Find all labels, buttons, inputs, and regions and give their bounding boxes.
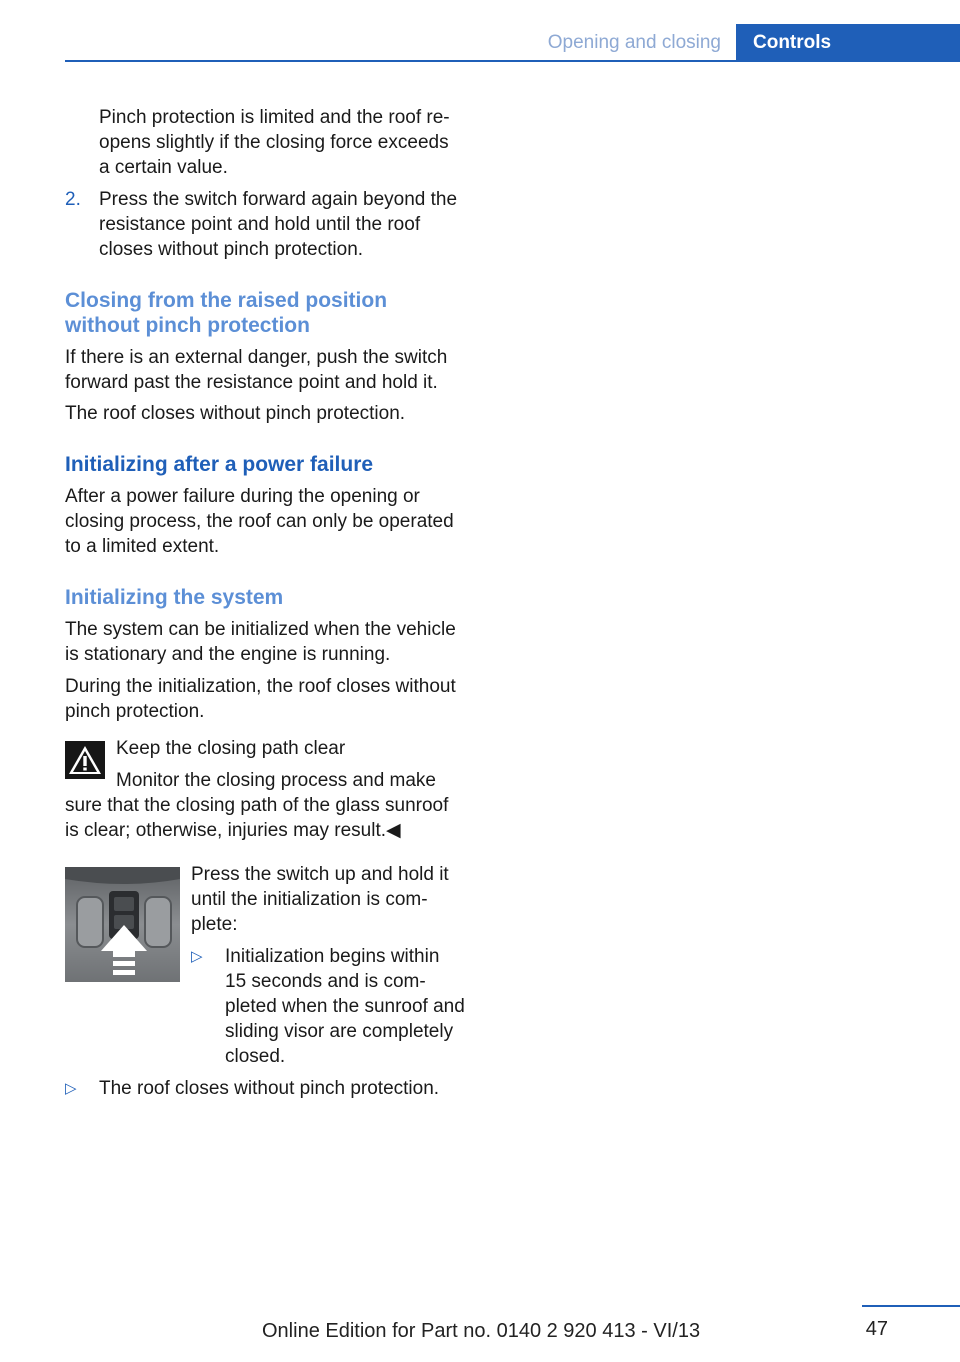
warning-text-line-1: Monitor the closing process and make (116, 770, 436, 791)
header-chapter-tab: Controls (736, 24, 960, 61)
continuation-line-1: Pinch protection is limited and the roof re‐ (99, 107, 450, 128)
paragraph-roof-closes: The roof closes without pinch protection. (65, 403, 406, 424)
step-2-line-2: resistance point and hold until the roof (99, 214, 421, 235)
bullet-triangle-icon: ▷ (65, 1080, 77, 1097)
heading-closing-raised-line-1: Closing from the raised position (65, 289, 388, 312)
paragraph-external-danger-line-2: forward past the resistance point and hold it. (65, 372, 438, 393)
page-number: 47 (865, 1318, 888, 1340)
header-rule (65, 60, 960, 62)
bullet-1-line-3: pleted when the sunroof and (225, 996, 465, 1017)
heading-closing-raised-line-2: without pinch protection (65, 314, 310, 337)
paragraph-press-switch-line-3: plete: (191, 914, 238, 935)
paragraph-power-failure-line-3: to a limited extent. (65, 536, 220, 557)
heading-initializing-system: Initializing the system (65, 586, 284, 609)
warning-title: Keep the closing path clear (116, 738, 346, 759)
continuation-line-2: opens slightly if the closing force exceeds (99, 132, 449, 153)
paragraph-power-failure-line-1: After a power failure during the opening or (65, 486, 420, 507)
bullet-1-line-2: 15 seconds and is com‐ (225, 971, 426, 992)
bullet-2-text: The roof closes without pinch protection. (99, 1078, 440, 1099)
paragraph-initialization-note-line-2: pinch protection. (65, 701, 205, 722)
roof-switch-image (65, 867, 180, 982)
bullet-1-line-1: Initialization begins within (225, 946, 440, 967)
paragraph-power-failure-line-2: closing process, the roof can only be operated (65, 511, 454, 532)
step-2-line-1: Press the switch forward again beyond the (99, 189, 458, 210)
warning-text-line-2: sure that the closing path of the glass sunroof (65, 795, 449, 816)
paragraph-initialization-note-line-1: During the initialization, the roof closes without (65, 676, 456, 697)
heading-initializing-power-failure: Initializing after a power failure (65, 453, 374, 476)
step-2-number: 2. (65, 189, 81, 210)
header-section-title: Opening and closing (547, 32, 721, 53)
continuation-line-3: a certain value. (99, 157, 228, 178)
paragraph-initialize-condition-line-2: is stationary and the engine is running. (65, 644, 391, 665)
bullet-1-line-4: sliding visor are completely (225, 1021, 454, 1042)
paragraph-press-switch-line-2: until the initialization is com‐ (191, 889, 428, 910)
paragraph-external-danger-line-1: If there is an external danger, push the switch (65, 347, 448, 368)
paragraph-initialize-condition-line-1: The system can be initialized when the vehicle (65, 619, 456, 640)
bullet-1-line-5: closed. (225, 1046, 286, 1067)
edition-note: Online Edition for Part no. 0140 2 920 413 - VI/13 (262, 1320, 701, 1342)
footer-rule (862, 1305, 960, 1307)
warning-text-line-3: is clear; otherwise, injuries may result.◀ (65, 820, 401, 841)
warning-triangle-icon (65, 741, 105, 779)
bullet-triangle-icon: ▷ (191, 948, 203, 965)
paragraph-press-switch-line-1: Press the switch up and hold it (191, 864, 449, 885)
step-2-line-3: closes without pinch protection. (99, 239, 364, 260)
